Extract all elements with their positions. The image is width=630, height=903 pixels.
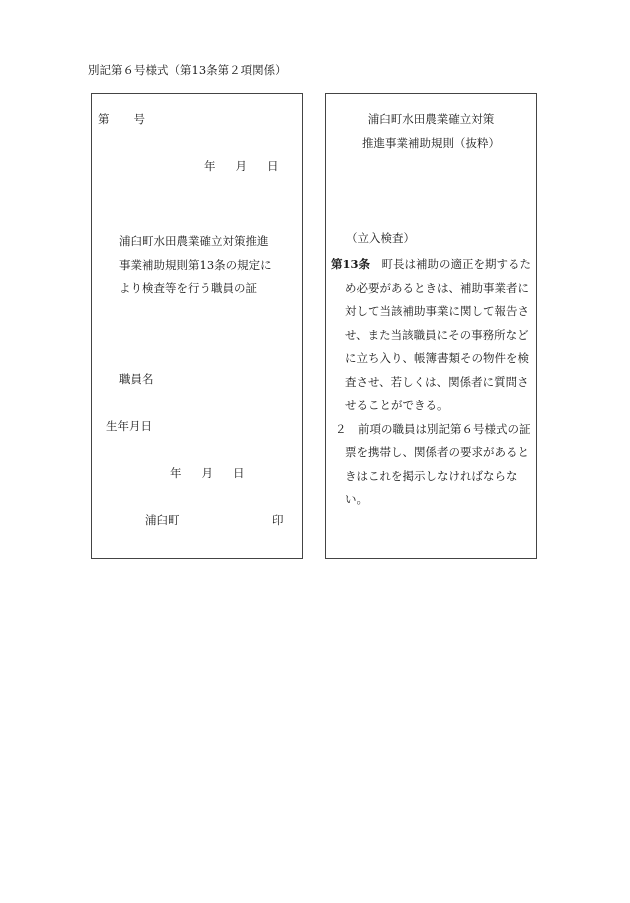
article-line: せ、また当該職員にその事務所など xyxy=(345,327,529,342)
paragraph2-line: 票を携帯し、関係者の要求があると xyxy=(345,445,529,459)
form-header: 別記第６号様式（第13条第２項関係） xyxy=(88,63,287,77)
birth-year: 年 xyxy=(170,466,182,480)
seal-mark: 印 xyxy=(272,513,284,527)
staff-name-label: 職員名 xyxy=(119,372,154,386)
paragraph2-line: きはこれを掲示しなければならな xyxy=(345,468,518,483)
town-name: 浦臼町 xyxy=(145,513,180,527)
birth-month: 月 xyxy=(201,466,213,480)
certificate-body-line: より検査等を行う職員の証 xyxy=(119,281,257,295)
certificate-number xyxy=(98,111,145,127)
number-prefix: 第 xyxy=(98,112,110,126)
issue-year: 年 xyxy=(204,159,216,173)
excerpt-title-line1: 浦臼町水田農業確立対策 xyxy=(367,112,495,126)
article-line: 対して当該補助事業に関して報告さ xyxy=(345,304,529,318)
paragraph2-line: ２ 前項の職員は別記第６号様式の証 xyxy=(335,421,531,436)
certificate-body-line: 浦臼町水田農業確立対策推進 xyxy=(119,234,269,248)
section-heading: （立入検査） xyxy=(346,231,415,245)
birth-day: 日 xyxy=(233,466,245,480)
issue-day: 日 xyxy=(267,159,279,173)
article-line: に立ち入り、帳簿書類その物件を検 xyxy=(345,351,529,365)
article-line: せることができる。 xyxy=(345,398,449,412)
excerpt-title-line2: 推進事業補助規則（抜粋） xyxy=(362,136,500,150)
article-line: 査させ、若しくは、関係者に質問さ xyxy=(345,374,529,389)
issue-month: 月 xyxy=(235,159,247,173)
article-first-line-text: 町長は補助の適正を期するた xyxy=(370,257,532,271)
article-13 xyxy=(331,253,531,512)
number-suffix: 号 xyxy=(133,112,145,126)
certificate-body-line: 事業補助規則第13条の規定に xyxy=(119,257,272,272)
paragraph2-line: い。 xyxy=(345,492,368,506)
article-label: 第13条 xyxy=(331,257,371,271)
article-line: め必要があるときは、補助事業者に xyxy=(345,280,529,295)
issue-date xyxy=(204,158,279,174)
birthdate-fields xyxy=(170,465,245,481)
article-first-line xyxy=(331,253,531,277)
birthdate-label: 生年月日 xyxy=(106,419,152,433)
certificate-body xyxy=(119,230,272,301)
